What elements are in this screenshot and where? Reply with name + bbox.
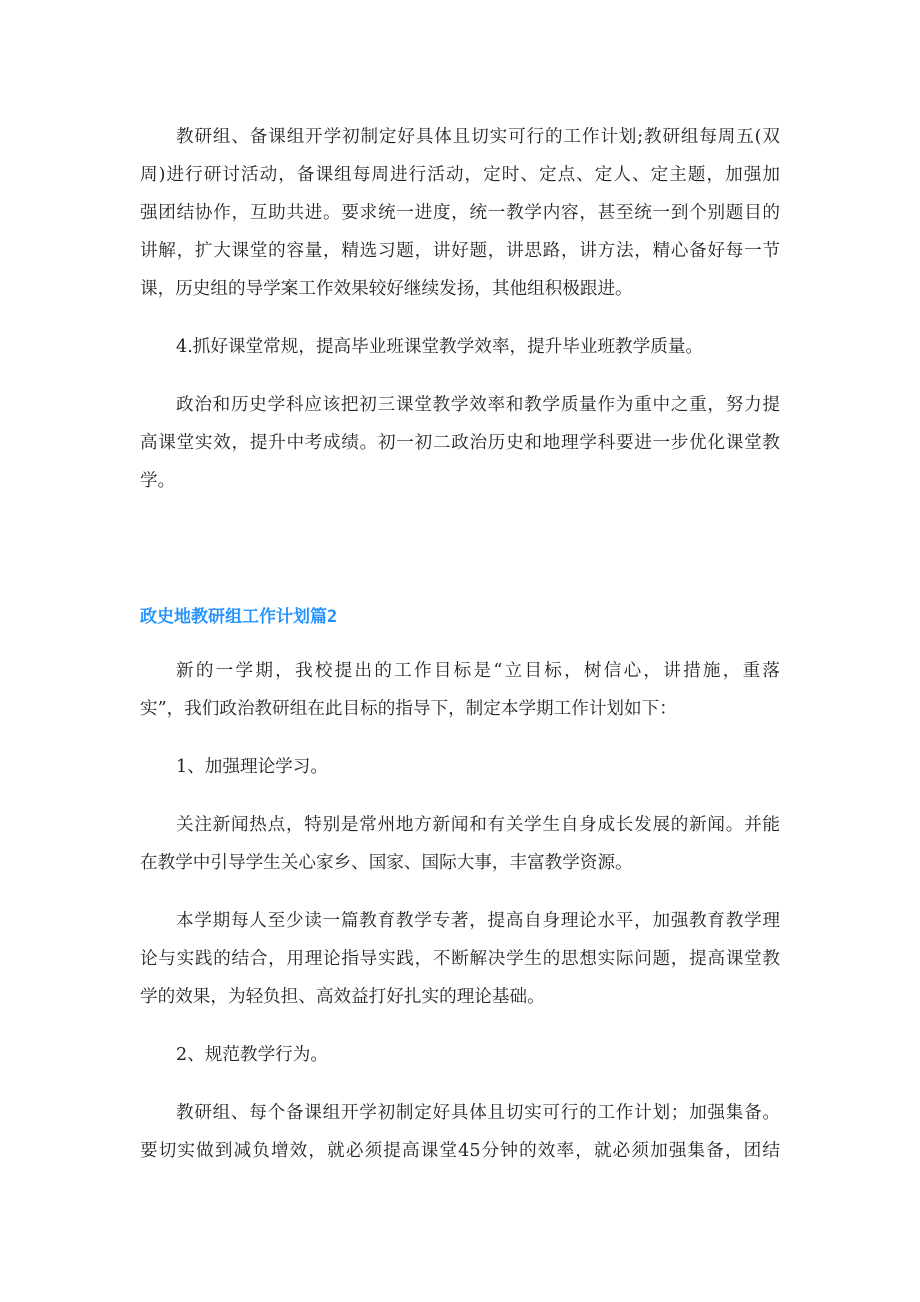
text-line: 政治和历史学科应该把初三课堂教学效率和教学质量作为重中之重，努力提: [176, 395, 780, 415]
paragraph: [140, 652, 780, 728]
text-line: 教研组、备课组开学初制定好具体且切实可行的工作计划;教研组每周五(双: [176, 127, 780, 147]
text-line: 强团结协作，互助共进。要求统一进度，统一教学内容，甚至统一到个别题目的: [140, 203, 780, 223]
text-line: 高课堂实效，提升中考成绩。初一初二政治历史和地理学科要进一步优化课堂教: [140, 433, 780, 453]
text-line: 新的一学期，我校提出的工作目标是“立目标，树信心，讲措施，重落: [176, 661, 780, 681]
text-line: 学的效果，为轻负担、高效益打好扎实的理论基础。: [140, 987, 545, 1007]
paragraph: [140, 386, 780, 500]
text-line: 4.抓好课堂常规，提高毕业班课堂教学效率，提升毕业班教学质量。: [176, 337, 704, 357]
paragraph: [140, 902, 780, 1016]
text-line: 课，历史组的导学案工作效果较好继续发扬，其他组积极跟进。: [140, 279, 633, 299]
text-line: 实”，我们政治教研组在此目标的指导下，制定本学期工作计划如下：: [140, 699, 677, 719]
text-line: 1、加强理论学习。: [176, 757, 328, 777]
text-line: 本学期每人至少读一篇教育教学专著，提高自身理论水平，加强教育教学理: [176, 911, 780, 931]
paragraph: [140, 118, 780, 308]
paragraph: [140, 1036, 780, 1074]
text-line: 讲解，扩大课堂的容量，精选习题，讲好题，讲思路，讲方法，精心备好每一节: [140, 241, 780, 261]
paragraph: [140, 806, 780, 882]
paragraph: [140, 328, 780, 366]
text-line: 2、规范教学行为。: [176, 1045, 328, 1065]
document-body: [140, 118, 780, 1190]
text-line: 论与实践的结合，用理论指导实践，不断解决学生的思想实际问题，提高课堂教: [140, 949, 780, 969]
paragraph: [140, 1094, 780, 1170]
text-line: 关注新闻热点，特别是常州地方新闻和有关学生自身成长发展的新闻。并能: [176, 815, 780, 835]
paragraph: [140, 748, 780, 786]
text-line: 要切实做到减负增效，就必须提高课堂45分钟的效率，就必须加强集备，团结: [140, 1141, 780, 1161]
text-line: 周)进行研讨活动，备课组每周进行活动，定时、定点、定人、定主题，加强加: [140, 165, 780, 185]
text-line: 在教学中引导学生关心家乡、国家、国际大事，丰富教学资源。: [140, 853, 633, 873]
section-heading: 政史地教研组工作计划篇2: [140, 607, 338, 627]
text-line: 教研组、每个备课组开学初制定好具体且切实可行的工作计划；加强集备。: [176, 1103, 780, 1123]
text-line: 学。: [140, 471, 176, 491]
